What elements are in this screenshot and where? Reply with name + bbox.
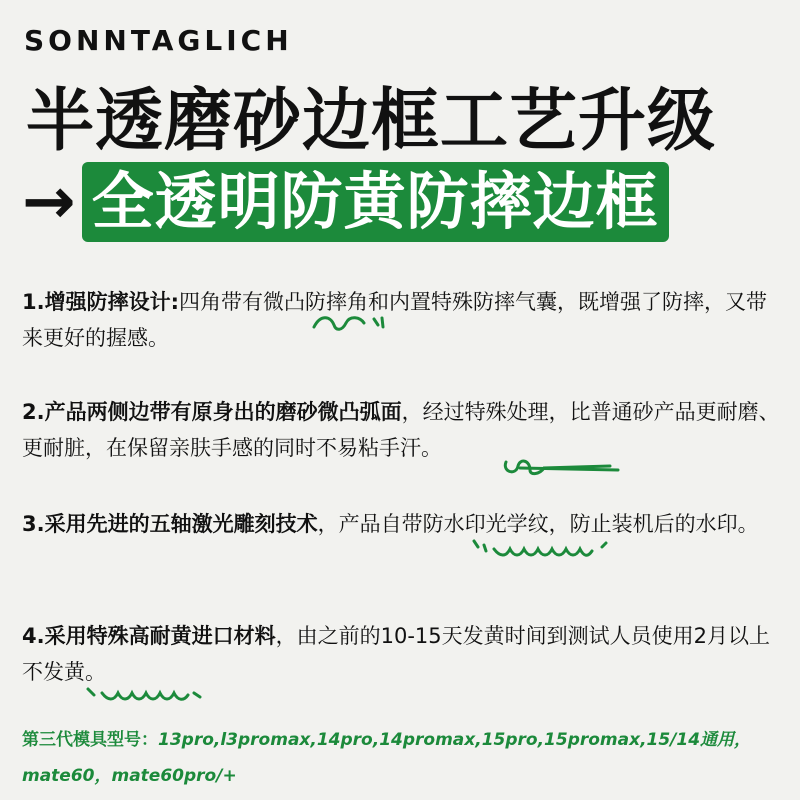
squiggle-decoration xyxy=(310,313,390,335)
feature-point-2-text: ，经过特殊处理，比普通砂产品更耐磨、更耐脏，在保留亲肤手感的同时不易粘手汗。 xyxy=(22,400,780,460)
compatible-models-list: 13pro,l3promax,14pro,14promax,15pro,15promax,15/14通用，mate60，mate60pro/+ xyxy=(22,730,752,786)
compatible-models-label: 第三代模具型号： xyxy=(22,730,158,750)
headline-line-2 xyxy=(22,162,669,242)
feature-point-4 xyxy=(22,618,782,690)
headline-line-1: 半透磨砂边框工艺升级 xyxy=(26,82,717,161)
arrow-right-icon: → xyxy=(22,165,76,239)
squiggle-decoration xyxy=(470,537,630,559)
feature-point-3 xyxy=(22,506,782,542)
headline-highlight: 全透明防黄防摔边框 xyxy=(82,162,669,242)
feature-point-1 xyxy=(22,284,782,356)
feature-point-4-title: 4.采用特殊高耐黄进口材料 xyxy=(22,624,276,648)
squiggle-decoration xyxy=(500,456,630,478)
feature-point-3-text: ，产品自带防水印光学纹，防止装机后的水印。 xyxy=(317,512,759,536)
brand-logo-text: SONNTAGLICH xyxy=(24,24,293,57)
feature-point-3-title: 3.采用先进的五轴激光雕刻技术 xyxy=(22,512,318,536)
compatible-models xyxy=(22,722,782,794)
feature-point-2-title: 2.产品两侧边带有原身出的磨砂微凸弧面 xyxy=(22,400,402,424)
feature-point-2 xyxy=(22,394,782,466)
feature-point-1-text: 四角带有微凸防摔角和内置特殊防摔气囊，既增强了防摔，又带来更好的握感。 xyxy=(22,290,767,350)
feature-point-4-text: ，由之前的10-15天发黄时间到测试人员使用2月以上不发黄。 xyxy=(22,624,770,684)
feature-point-1-title: 1.增强防摔设计: xyxy=(22,290,179,314)
squiggle-decoration xyxy=(84,683,204,705)
